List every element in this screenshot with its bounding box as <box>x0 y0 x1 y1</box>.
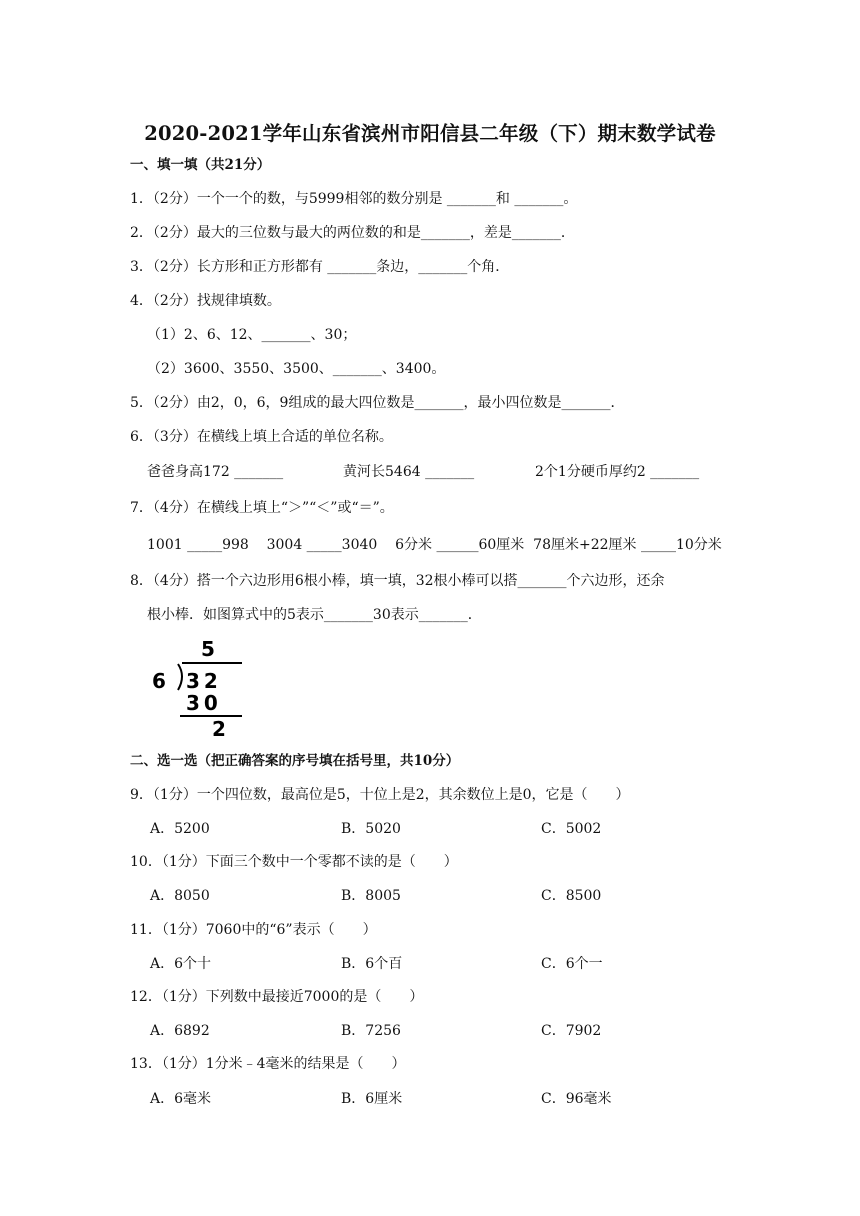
question-10: 10．（1分）下面三个数中一个零都不读的是（ ） <box>130 854 458 870</box>
division-dividend: 32 <box>186 669 222 693</box>
question-8: 8．（4分）搭一个六边形用6根小棒，填一填，32根小棒可以搭_______个六边形，还余 <box>130 573 665 589</box>
question-8-continued: 根小棒．如图算式中的5表示_______30表示_______． <box>147 607 482 623</box>
question-10-option-b[interactable]: B．8005 <box>341 888 401 904</box>
division-remainder: 2 <box>212 717 226 740</box>
question-12-option-c[interactable]: C．7902 <box>541 1023 602 1039</box>
question-9-option-a[interactable]: A．5200 <box>150 821 210 837</box>
section-2-heading: 二、选一选（把正确答案的序号填在括号里，共10分） <box>130 753 460 769</box>
division-figure <box>146 636 246 740</box>
question-4-part-2: （2）3600、3550、3500、_______、3400。 <box>147 361 446 377</box>
question-9: 9．（1分）一个四位数，最高位是5，十位上是2，其余数位上是0，它是（ ） <box>130 787 630 803</box>
question-10-option-a[interactable]: A．8050 <box>150 888 210 904</box>
question-11-option-a[interactable]: A．6个十 <box>150 956 212 972</box>
question-12-option-a[interactable]: A．6892 <box>150 1023 210 1039</box>
question-13-option-b[interactable]: B．6厘米 <box>341 1091 403 1107</box>
question-9-option-c[interactable]: C．5002 <box>541 821 602 837</box>
question-10-option-c[interactable]: C．8500 <box>541 888 602 904</box>
division-bracket <box>178 664 182 690</box>
question-11-option-b[interactable]: B．6个百 <box>341 956 403 972</box>
division-product: 30 <box>186 691 222 715</box>
question-11: 11．（1分）7060中的“6”表示（ ） <box>130 922 377 938</box>
question-6-item-3: 2个1分硬币厚约2 _______ <box>535 464 700 480</box>
question-5: 5．（2分）由2，0，6，9组成的最大四位数是_______，最小四位数是_______． <box>130 395 625 411</box>
division-divisor: 6 <box>152 669 166 693</box>
question-13-option-c[interactable]: C．96毫米 <box>541 1091 612 1107</box>
question-3: 3．（2分）长方形和正方形都有 _______条边，_______个角． <box>130 259 510 275</box>
question-13-option-a[interactable]: A．6毫米 <box>150 1091 212 1107</box>
question-4: 4．（2分）找规律填数。 <box>130 293 281 309</box>
question-11-option-c[interactable]: C．6个一 <box>541 956 603 972</box>
page-title: 2020-2021学年山东省滨州市阳信县二年级（下）期末数学试卷 <box>144 122 716 145</box>
question-4-part-1: （1）2、6、12、_______、30； <box>147 327 357 343</box>
question-7-items: 1001 _____998 3004 _____3040 6分米 ______60厘米 78厘米+22厘米 _____10分米 <box>147 537 722 553</box>
question-12-option-b[interactable]: B．7256 <box>341 1023 401 1039</box>
question-12: 12．（1分）下列数中最接近7000的是（ ） <box>130 989 424 1005</box>
question-9-option-b[interactable]: B．5020 <box>341 821 401 837</box>
question-6-item-1: 爸爸身高172 _______ <box>147 464 284 480</box>
question-6-item-2: 黄河长5464 _______ <box>343 464 475 480</box>
question-1: 1．（2分）一个一个的数，与5999相邻的数分别是 _______和 _______。 <box>130 191 578 207</box>
question-13: 13．（1分）1分米﹣4毫米的结果是（ ） <box>130 1056 406 1072</box>
section-1-heading: 一、填一填（共21分） <box>130 157 271 173</box>
question-2: 2．（2分）最大的三位数与最大的两位数的和是_______，差是_______． <box>130 225 575 241</box>
question-7: 7．（4分）在横线上填上“＞”“＜”或“＝”。 <box>130 500 394 516</box>
question-6: 6．（3分）在横线上填上合适的单位名称。 <box>130 429 393 445</box>
division-quotient: 5 <box>201 637 215 661</box>
